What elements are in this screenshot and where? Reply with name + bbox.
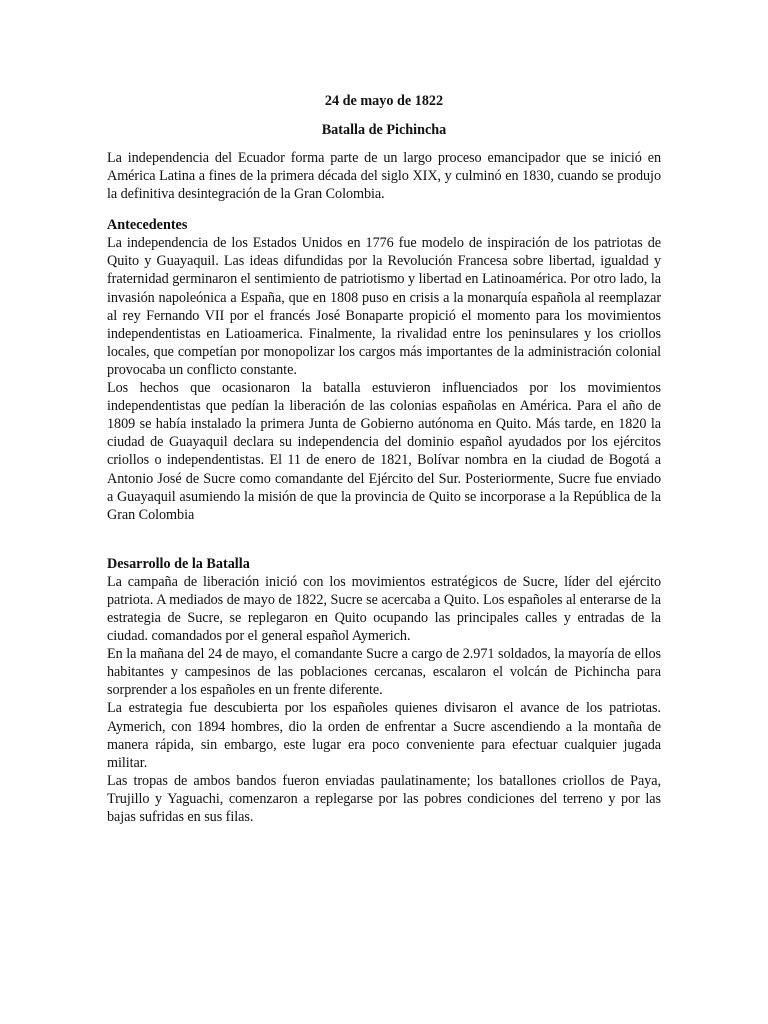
main-title: Batalla de Pichincha bbox=[321, 122, 447, 138]
intro-paragraph: La independencia del Ecuador forma parte de un largo proceso emancipador que se inició en América Latina a fines de la primera década del siglo XIX, y culminó en 1830, cuando se produjo la definitiva desintegración de la Gran Colombia. bbox=[107, 150, 661, 203]
section-heading-antecedentes: Antecedentes bbox=[107, 217, 188, 234]
paragraph: La independencia de los Estados Unidos en 1776 fue modelo de inspiración de los patriotas de Quito y Guayaquil. Las ideas difundidas por la Revolución Francesa sobre libertad, igualdad y fraternidad germinaron el sentimiento de patriotismo y libertad en Latinoamérica. Por otro lado, la invasión napoleónica a España, que en 1808 puso en crisis a la monarquía española al reemplazar al rey Fernando VII por el francés José Bonaparte propició el momento para los movimientos independentistas en Latioamerica. Finalmente, la rivalidad entre los peninsulares y los criollos locales, que competían por monopolizar los cargos más importantes de la administración colonial provocaba un conflicto constante. bbox=[107, 235, 661, 378]
paragraph: La estrategia fue descubierta por los españoles quienes divisaron el avance de los patriotas. Aymerich, con 1894 hombres, dio la orden de enfrentar a Sucre ascendiendo a la montaña de manera rápida, sin embargo, este lugar era poco conveniente para efectuar cualquier jugada militar. bbox=[107, 700, 661, 771]
paragraph: Los hechos que ocasionaron la batalla estuvieron influenciados por los movimientos independentistas que pedían la liberación de las colonias españolas en América. Para el año de 1809 se había instalado la primera Junta de Gobierno autónoma en Quito. Más tarde, en 1820 la ciudad de Guayaquil declara su independencia del dominio español ayudados por los ejércitos criollos o independentistas. El 11 de enero de 1821, Bolívar nombra en la ciudad de Bogotá a Antonio José de Sucre como comandante del Ejército del Sur. Posteriormente, Sucre fue enviado a Guayaquil asumiendo la misión de que la provincia de Quito se incorporase a la República de la Gran Colombia bbox=[107, 380, 661, 523]
paragraph: Las tropas de ambos bandos fueron enviadas paulatinamente; los batallones criollos de Paya, Trujillo y Yaguachi, comenzaron a replegarse por las pobres condiciones del terreno y por las bajas sufridas en sus filas. bbox=[107, 772, 661, 825]
paragraph: En la mañana del 24 de mayo, el comandante Sucre a cargo de 2.971 soldados, la mayoría de ellos habitantes y campesinos de las poblaciones cercanas, escalaron el volcán de Pichincha para sorprender a los españoles en un frente diferente. bbox=[107, 646, 661, 699]
document-body bbox=[107, 92, 661, 826]
paragraph: La campaña de liberación inició con los movimientos estratégicos de Sucre, líder del ejército patriota. A mediados de mayo de 1822, Sucre se acercaba a Quito. Los españoles al enterarse de la estrategia de Sucre, se replegaron en Quito ocupando las principales calles y entradas de la ciudad. comandados por el general español Aymerich. bbox=[107, 573, 661, 645]
date-title: 24 de mayo de 1822 bbox=[324, 93, 444, 109]
section-heading-desarrollo: Desarrollo de la Batalla bbox=[107, 555, 250, 572]
